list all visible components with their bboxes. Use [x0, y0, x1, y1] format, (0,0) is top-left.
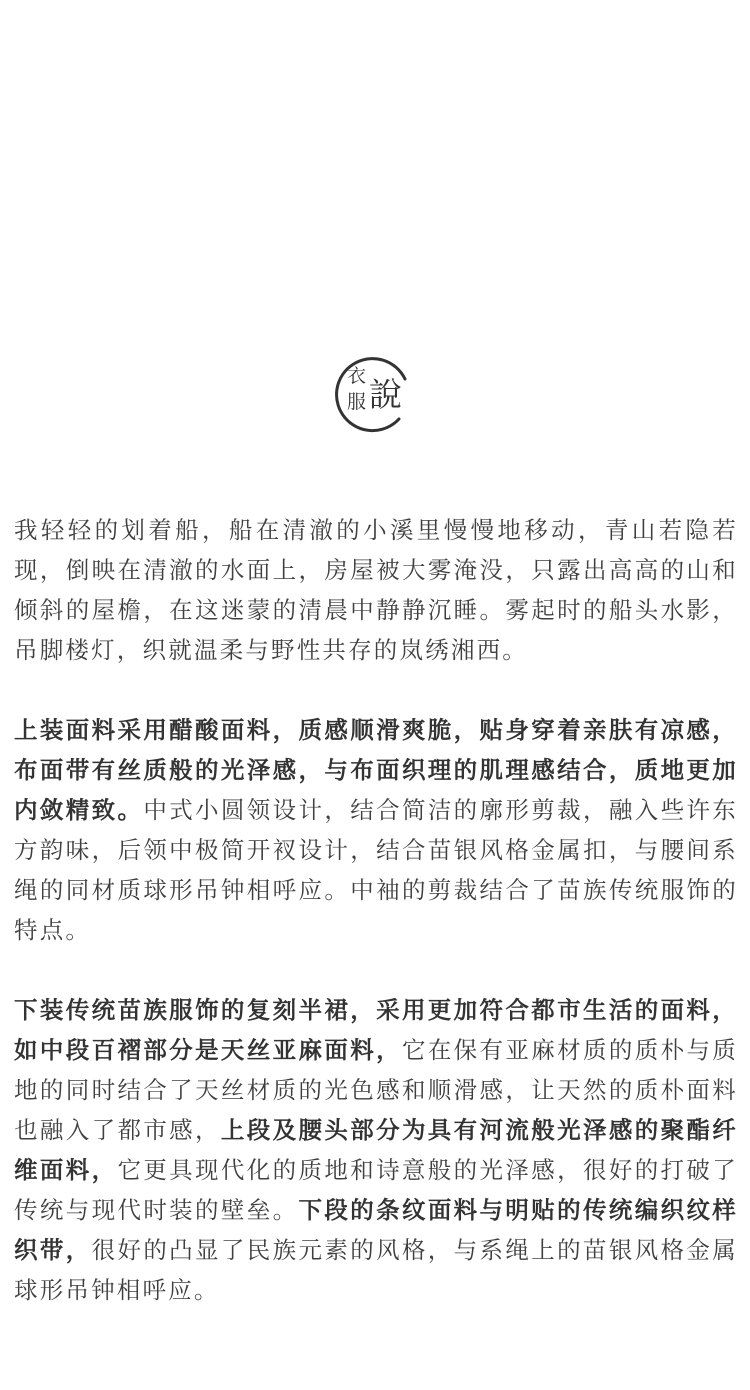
paragraph-bold-text: 下装传统苗族服饰的复刻半裙，采用更加符合都市生活的面料，如中段百褶部分是天丝亚麻面料，	[14, 996, 738, 1064]
paragraph-text: 很好的凸显了民族元素的风格，与系绳上的苗银风格金属球形吊钟相呼应。	[14, 1236, 738, 1304]
paragraph-bold-text: 下段的条纹面料与明贴的传统编织纹样织带，	[14, 1196, 739, 1264]
yifu-shuo-logo	[333, 353, 413, 433]
paragraph-skirt	[14, 990, 738, 1310]
paragraph-text: 我轻轻的划着船，船在清澈的小溪里慢慢地移动，青山若隐若现，倒映在清澈的水面上，房屋被大雾淹没，只露出高高的山和倾斜的屋檐，在这迷蒙的清晨中静静沉睡。雾起时的船头水影，吊脚楼灯，织就温柔与野性共存的岚绣湘西。	[14, 516, 738, 664]
paragraph-text: 它更具现代化的质地和诗意般的光泽感，很好的打破了传统与现代时装的壁垒。	[14, 1156, 738, 1224]
logo-char-shuo: 說	[369, 375, 402, 414]
paragraph-bold-text: 上装面料采用醋酸面料，质感顺滑爽脆，贴身穿着亲肤有凉感，布面带有丝质般的光泽感，与布面织理的肌理感结合，质地更加内敛精致。	[14, 716, 738, 824]
article-body	[14, 510, 738, 1310]
paragraph-text: 它在保有亚麻材质的质朴与质地的同时结合了天丝材质的光色感和顺滑感，让天然的质朴面料也融入了都市感，	[14, 1036, 739, 1144]
logo-char-yi: 衣	[347, 365, 367, 387]
paragraph-scenery	[14, 510, 738, 670]
paragraph-top-garment	[14, 710, 738, 950]
logo-char-fu: 服	[347, 391, 367, 413]
paragraph-text: 中式小圆领设计，结合简洁的廓形剪裁，融入些许东方韵味，后领中极简开衩设计，结合苗银风格金属扣，与腰间系绳的同材质球形吊钟相呼应。中袖的剪裁结合了苗族传统服饰的特点。	[14, 796, 739, 944]
paragraph-bold-text: 上段及腰头部分为具有河流般光泽感的聚酯纤维面料，	[14, 1116, 738, 1184]
